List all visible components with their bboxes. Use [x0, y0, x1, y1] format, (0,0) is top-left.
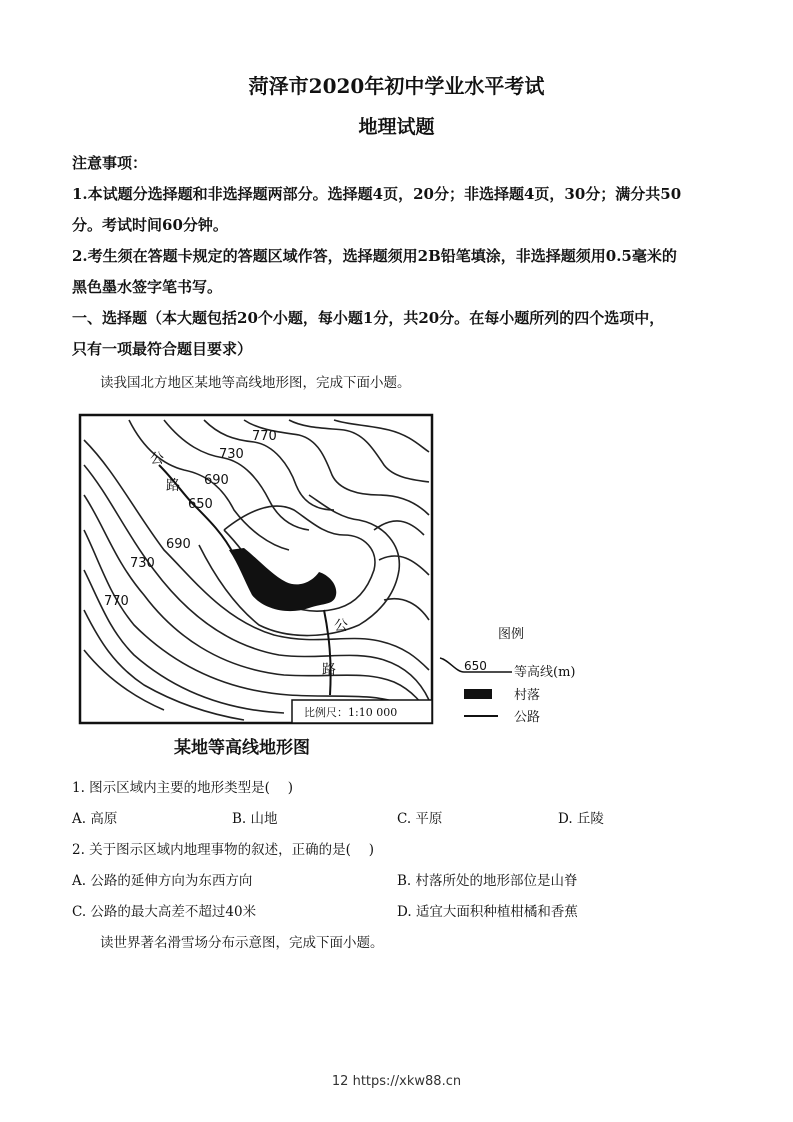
q2-option-a: A. 公路的延伸方向为东西方向: [72, 873, 253, 889]
legend-road-label: 公路: [514, 710, 541, 725]
contour-map-figure: [74, 410, 594, 760]
contour-label: 770: [252, 429, 277, 444]
contour-label: 730: [219, 447, 244, 462]
contour-label: 690: [166, 537, 191, 552]
map-scale: 比例尺：1:10 000: [304, 706, 398, 719]
contour-label: 730: [130, 556, 155, 571]
road-south: [324, 610, 331, 695]
contour-map: [74, 410, 594, 760]
page-footer: 12 https://xkw88.cn: [331, 1074, 462, 1089]
q2-option-d: D. 适宜大面积种植柑橘和香蕉: [397, 904, 578, 920]
section-heading-line-1: 一、选择题（本大题包括20个小题，每小题1分，共20分。在每小题所列的四个选项中，: [72, 309, 665, 327]
contour-label: 690: [204, 473, 229, 488]
reading-intro-2: 读世界著名滑雪场分布示意图，完成下面小题。: [100, 935, 384, 951]
q2-option-c: C. 公路的最大高差不超过40米: [72, 904, 257, 920]
legend-contour-value: 650: [464, 659, 487, 673]
road-char: 路: [166, 478, 180, 494]
q1-option-a: A. 高原: [72, 811, 118, 827]
road-char: 公: [334, 618, 348, 634]
reading-intro-1: 读我国北方地区某地等高线地形图，完成下面小题。: [100, 375, 411, 391]
legend-village-label: 村落: [514, 688, 541, 703]
q1-option-b: B. 山地: [232, 811, 278, 827]
question-1-stem: 1. 图示区域内主要的地形类型是( ): [72, 780, 293, 796]
notes-heading: 注意事项：: [72, 154, 148, 172]
legend-title: 图例: [498, 627, 525, 642]
legend-village-swatch: [464, 689, 492, 699]
road-char: 路: [322, 662, 336, 678]
note-2-line-2: 黑色墨水签字笔书写。: [72, 278, 223, 296]
road-char: 公: [150, 451, 164, 467]
q1-option-d: D. 丘陵: [558, 811, 604, 827]
legend-contour-label: 等高线(m): [514, 665, 576, 680]
map-caption: 某地等高线地形图: [174, 738, 310, 758]
question-2-stem: 2. 关于图示区域内地理事物的叙述，正确的是( ): [72, 842, 374, 858]
exam-subtitle: 地理试题: [358, 116, 435, 138]
contour-label: 770: [104, 594, 129, 609]
note-2-line-1: 2.考生须在答题卡规定的答题区域作答，选择题须用2B铅笔填涂，非选择题须用0.5毫米的: [72, 247, 677, 265]
exam-title: 菏泽市2020年初中学业水平考试: [248, 74, 545, 98]
note-1-line-1: 1.本试题分选择题和非选择题两部分。选择题4页，20分；非选择题4页，30分；满分共50: [72, 185, 682, 203]
contour-label: 650: [188, 497, 213, 512]
q2-option-b: B. 村落所处的地形部位是山脊: [397, 873, 578, 889]
village-shape: [229, 548, 336, 611]
section-heading-line-2: 只有一项最符合题目要求）: [72, 340, 253, 358]
q1-option-c: C. 平原: [397, 811, 443, 827]
note-1-line-2: 分。考试时间60分钟。: [72, 216, 228, 234]
